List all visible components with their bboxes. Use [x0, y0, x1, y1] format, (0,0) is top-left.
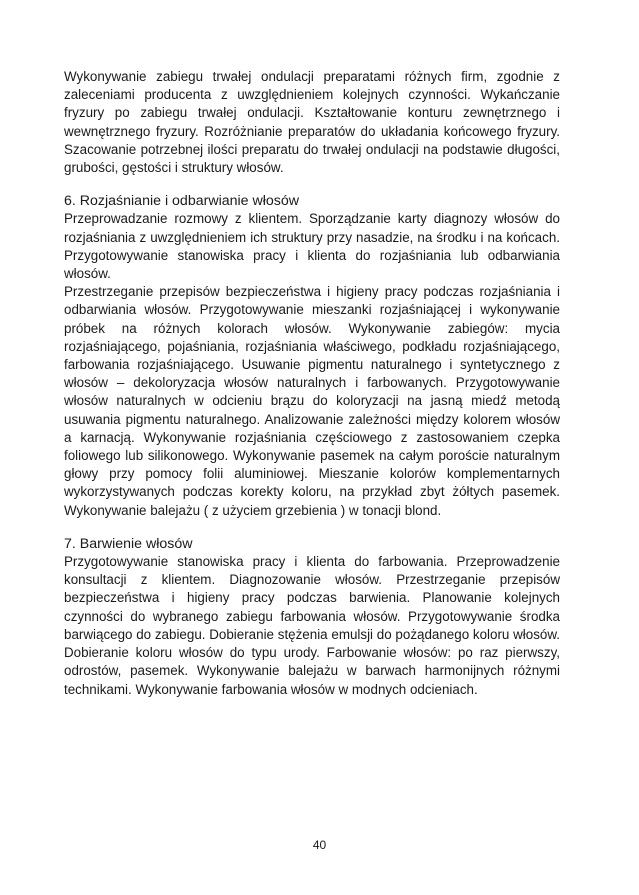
- section-6-paragraph-1: Przeprowadzanie rozmowy z klientem. Sporządzanie karty diagnozy włosów do rozjaśniania z uwzględnieniem ich struktury przy nasadzie, na środku i na końcach. Przygotowywanie stanowiska pracy i klienta do rozjaśniania lub odbarwiania włosów.: [64, 211, 560, 282]
- page-number: 40: [312, 838, 327, 852]
- section-7-heading: 7. Barwienie włosów: [64, 535, 193, 552]
- section-6-heading: 6. Rozjaśnianie i odbarwianie włosów: [64, 193, 300, 210]
- section-7-paragraph: Przygotowywanie stanowiska pracy i klienta do farbowania. Przeprowadzenie konsultacji z klientem. Diagnozowanie włosów. Przestrzeganie przepisów bezpieczeństwa i higieny pracy podczas barwienia. Planowanie kolejnych czynności do wybranego zabiegu farbowania włosów. Przygotowywanie środka barwiącego do zabiegu. Dobieranie stężenia emulsji do pożądanego koloru włosów. Dobieranie koloru włosów do typu urody. Farbowanie włosów: po raz pierwszy, odrostów, pasemek. Wykonywanie balejażu w barwach harmonijnych różnymi technikami. Wykonywanie farbowania włosów w modnych odcieniach.: [64, 554, 560, 697]
- document-body: [64, 68, 560, 699]
- section-6-paragraph-2: Przestrzeganie przepisów bezpieczeństwa i higieny pracy podczas rozjaśniania i odbarwiania włosów. Przygotowywanie mieszanki rozjaśniającej i wykonywanie próbek na różnych kolorach włosów. Wykonywanie zabiegów: mycia rozjaśniającego, pojaśniania, rozjaśniania właściwego, podkładu rozjaśniającego, farbowania rozjaśniającego. Usuwanie pigmentu naturalnego i syntetycznego z włosów – dekoloryzacja włosów naturalnych i farbowanych. Przygotowywanie włosów naturalnych w odcieniu brązu do koloryzacji na jasną miedź metodą usuwania pigmentu naturalnego. Analizowanie zależności między kolorem włosów a karnacją. Wykonywanie rozjaśniania częściowego z zastosowaniem czepka foliowego lub silikonowego. Wykonywanie pasemek na całym poroście naturalnym głowy przy pomocy folii aluminiowej. Mieszanie kolorów komplementarnych wykorzystywanych podczas korekty koloru, na przykład zbyt żółtych pasemek. Wykonywanie balejażu ( z użyciem grzebienia ) w tonacji blond.: [64, 284, 560, 518]
- intro-paragraph: Wykonywanie zabiegu trwałej ondulacji preparatami różnych firm, zgodnie z zaleceniami producenta z uwzględnieniem kolejnych czynności. Wykańczanie fryzury po zabiegu trwałej ondulacji. Kształtowanie konturu zewnętrznego i wewnętrznego fryzury. Rozróżnianie preparatów do układania końcowego fryzury. Szacowanie potrzebnej ilości preparatu do trwałej ondulacji na podstawie długości, grubości, gęstości i struktury włosów.: [64, 69, 560, 176]
